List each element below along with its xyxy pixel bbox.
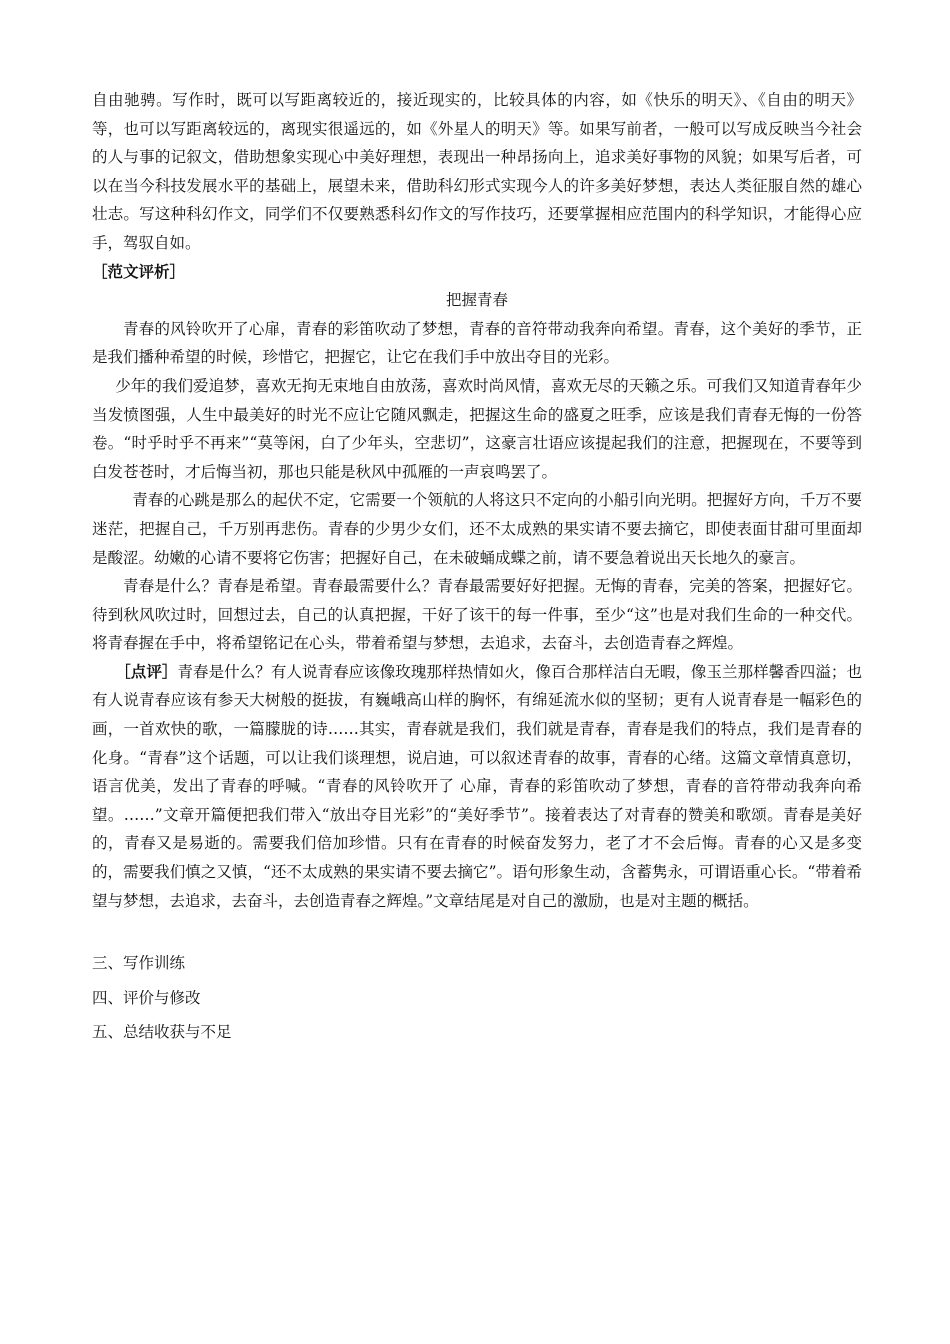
document-page	[92, 86, 862, 1047]
outline-item: 五、总结收获与不足	[92, 1023, 232, 1042]
spacer	[92, 915, 862, 943]
outline-item: 四、评价与修改	[92, 988, 201, 1007]
essay-paragraph: 青春的风铃吹开了心扉，青春的彩笛吹动了梦想，青春的音符带动我奔向希望。青春，这个美好的季节，正是我们播种希望的时候，珍惜它，把握它，让它在我们手中放出夺目的光彩。	[92, 319, 862, 367]
review-text: 青春是什么？有人说青春应该像玫瑰那样热情如火，像百合那样洁白无暇，像玉兰那样馨香四溢；也有人说青春应该有参天大树般的挺拔，有巍峨高山样的胸怀，有绵延流水似的坚韧；更有人说青春是一幅彩色的画，一首欢快的歌，一篇朦胧的诗……其实，青春就是我们，我们就是青春，青春是我们的特点，我们是青春的化身。“青春”这个话题，可以让我们谈理想，说启迪，可以叙述青春的故事，青春的心绪。这篇文章情真意切，语言优美，发出了青春的呼喊。“青春的风铃吹开了 心扉，青春的彩笛吹动了梦想，青春的音符带动我奔向希望。……”文章开篇便把我们带入“放出夺目光彩”的“美好季节”。接着表达了对青春的赞美和歌颂。青春是美好的，青春又是易逝的。需要我们倍加珍惜。只有在青春的时候奋发努力，老了才不会后悔。青春的心又是多变的，需要我们慎之又慎，“还不太成熟的果实请不要去摘它”。语句形象生动，含蓄隽永，可谓语重心长。“带着希望与梦想，去追求，去奋斗，去创造青春之辉煌。”文章结尾是对自己的激励，也是对主题的概括。	[92, 662, 862, 910]
essay-paragraph: 少年的我们爱追梦，喜欢无拘无束地自由放荡，喜欢时尚风情，喜欢无尽的天籁之乐。可我们又知道青春年少当发愤图强，人生中最美好的时光不应让它随风飘走，把握这生命的盛夏之旺季，应该是我们青春无悔的一份答卷。“时乎时乎不再来”“莫等闲，白了少年头，空悲切”，这豪言壮语应该提起我们的注意，把握现在，不要等到白发苍苍时，才后悔当初，那也只能是秋风中孤雁的一声哀鸣罢了。	[92, 376, 862, 481]
essay-paragraph: 青春是什么？青春是希望。青春最需要什么？青春最需要好好把握。无悔的青春，完美的答案，把握好它。待到秋风吹过时，回想过去，自己的认真把握，干好了该干的每一件事，至少“这”也是对我们生命的一种交代。将青春握在手中，将希望铭记在心头，带着希望与梦想，去追求，去奋斗，去创造青春之辉煌。	[92, 577, 862, 653]
section-heading: ［范文评析］	[92, 261, 186, 281]
essay-paragraph: 青春的心跳是那么的起伏不定，它需要一个领航的人将这只不定向的小船引向光明。把握好方向，千万不要迷茫，把握自己，千万别再悲伤。青春的少男少女们，还不太成熟的果实请不要去摘它，即使表面甘甜可里面却是酸涩。幼嫩的心请不要将它伤害；把握好自己，在未破蛹成蝶之前，请不要急着说出天长地久的豪言。	[92, 491, 862, 567]
intro-paragraph: 自由驰骋。写作时，既可以写距离较近的，接近现实的，比较具体的内容，如《快乐的明天》、《自由的明天》等，也可以写距离较远的，离现实很遥远的，如《外星人的明天》等。如果写前者，一般可以写成反映当今社会的人与事的记叙文，借助想象实现心中美好理想，表现出一种昂扬向上，追求美好事物的风貌；如果写后者，可以在当今科技发展水平的基础上，展望未来，借助科幻形式实现今人的许多美好梦想，表达人类征服自然的雄心壮志。写这种科幻作文，同学们不仅要熟悉科幻作文的写作技巧，还要掌握相应范围内的科学知识，才能得心应手，驾驭自如。	[92, 91, 862, 252]
review-label: ［点评］	[115, 661, 178, 681]
essay-title: 把握青春	[445, 291, 508, 310]
outline-item: 三、写作训练	[92, 954, 186, 973]
review-paragraph	[92, 658, 862, 915]
